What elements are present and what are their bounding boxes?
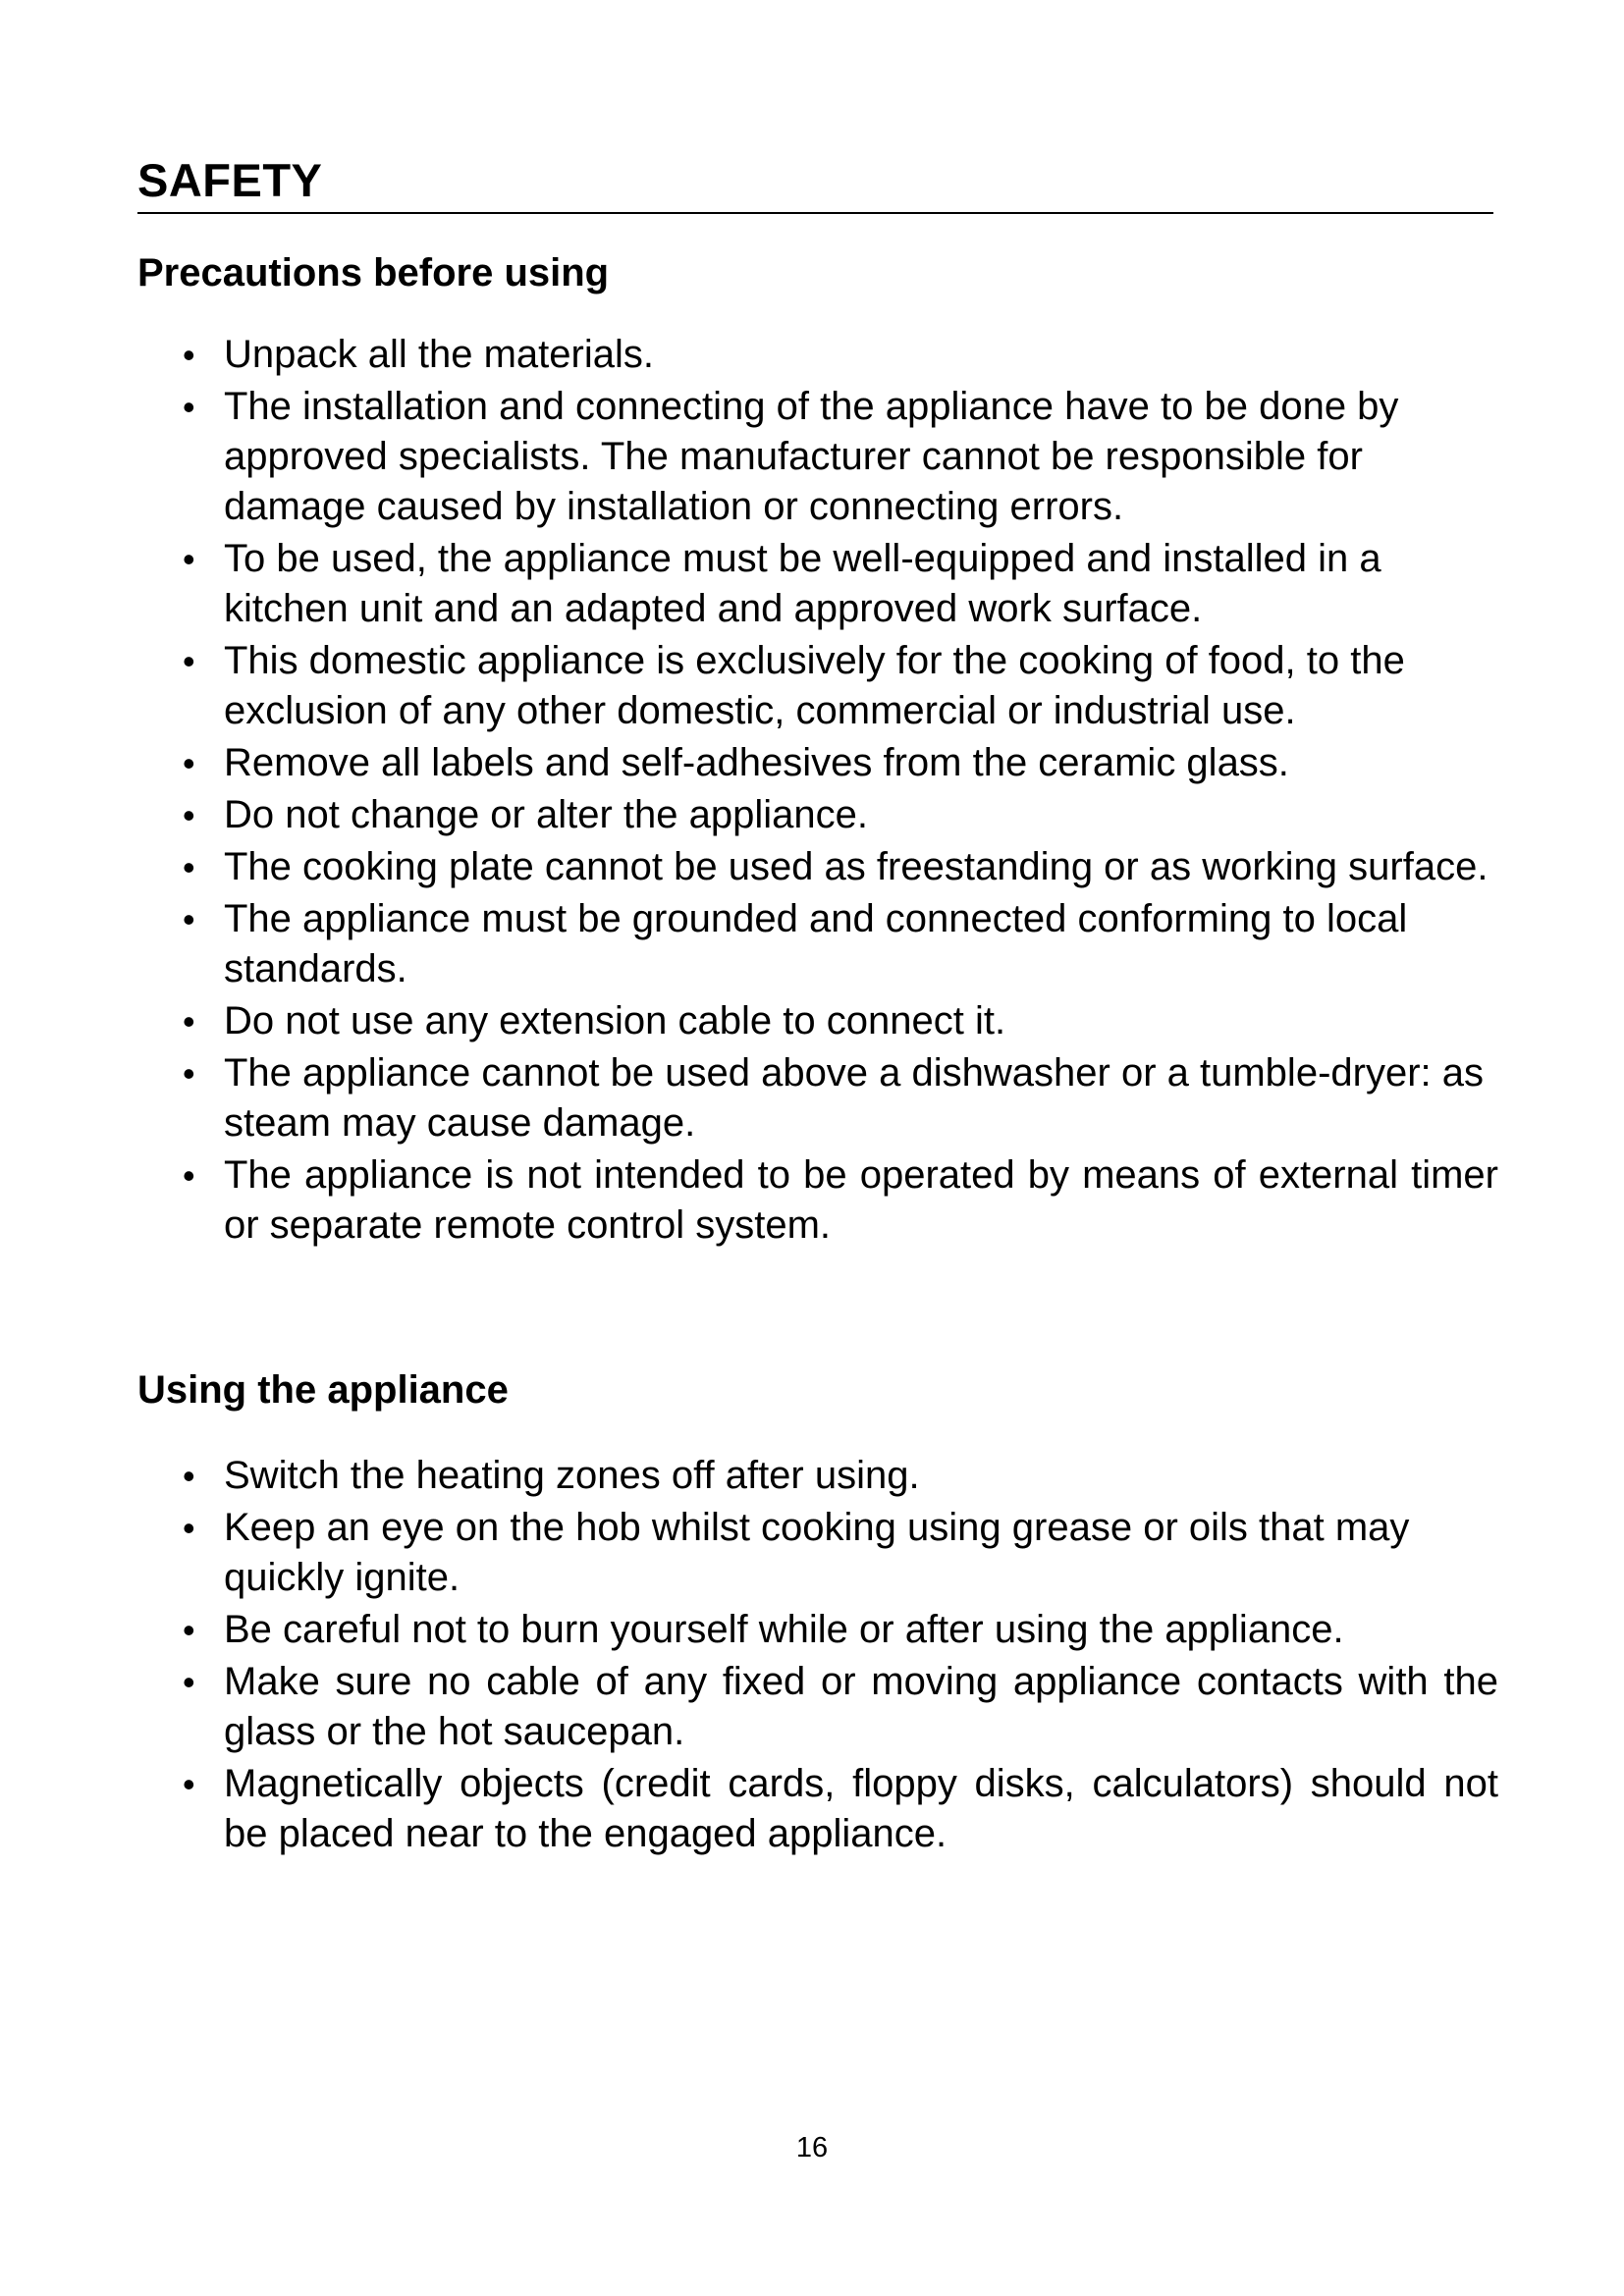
list-item: • Make sure no cable of any fixed or moving appliance contacts with the glass or the hot saucepan. (183, 1657, 1498, 1757)
bullet-icon: • (183, 1662, 195, 1702)
bullet-icon: • (183, 539, 195, 579)
using-list (183, 1451, 1498, 1861)
precautions-heading: Precautions before using (137, 251, 610, 294)
list-item: • Magnetically objects (credit cards, floppy disks, calculators) should not be placed near to the engaged appliance. (183, 1759, 1498, 1859)
precautions-list (183, 330, 1498, 1253)
bullet-icon: • (183, 1001, 195, 1041)
bullet-icon: • (183, 335, 195, 375)
list-item: • Switch the heating zones off after using. (183, 1451, 1498, 1501)
bullet-icon: • (183, 1155, 195, 1196)
list-item: • Do not use any extension cable to connect it. (183, 996, 1498, 1046)
using-heading: Using the appliance (137, 1368, 509, 1412)
list-item: • This domestic appliance is exclusively for the cooking of food, to the exclusion of any other domestic, commercial or industrial use. (183, 636, 1498, 736)
bullet-icon: • (183, 847, 195, 887)
list-item: • Remove all labels and self-adhesives from the ceramic glass. (183, 738, 1498, 788)
list-item: • The appliance is not intended to be operated by means of external timer or separate remote control system. (183, 1150, 1498, 1251)
list-item: • The cooking plate cannot be used as freestanding or as working surface. (183, 842, 1498, 892)
list-item: • Unpack all the materials. (183, 330, 1498, 380)
page-number: 16 (795, 2132, 829, 2163)
bullet-icon: • (183, 1610, 195, 1650)
bullet-icon: • (183, 641, 195, 681)
list-item: • Do not change or alter the appliance. (183, 790, 1498, 840)
page-title: SAFETY (137, 154, 323, 206)
title-underline-divider (137, 212, 1493, 214)
list-item: • To be used, the appliance must be well-equipped and installed in a kitchen unit and an adapted and approved work surface. (183, 534, 1498, 634)
list-item: • Keep an eye on the hob whilst cooking using grease or oils that may quickly ignite. (183, 1503, 1498, 1603)
bullet-icon: • (183, 1764, 195, 1804)
list-item: • Be careful not to burn yourself while or after using the appliance. (183, 1605, 1498, 1655)
bullet-icon: • (183, 1508, 195, 1548)
bullet-icon: • (183, 899, 195, 939)
bullet-icon: • (183, 743, 195, 783)
bullet-icon: • (183, 387, 195, 427)
bullet-icon: • (183, 1456, 195, 1496)
bullet-icon: • (183, 795, 195, 835)
list-item: • The appliance must be grounded and connected conforming to local standards. (183, 894, 1498, 994)
list-item: • The appliance cannot be used above a dishwasher or a tumble-dryer: as steam may cause damage. (183, 1048, 1498, 1148)
bullet-icon: • (183, 1053, 195, 1094)
list-item: • The installation and connecting of the appliance have to be done by approved specialists. The manufacturer cannot be responsible for damage caused by installation or connecting errors. (183, 382, 1498, 532)
